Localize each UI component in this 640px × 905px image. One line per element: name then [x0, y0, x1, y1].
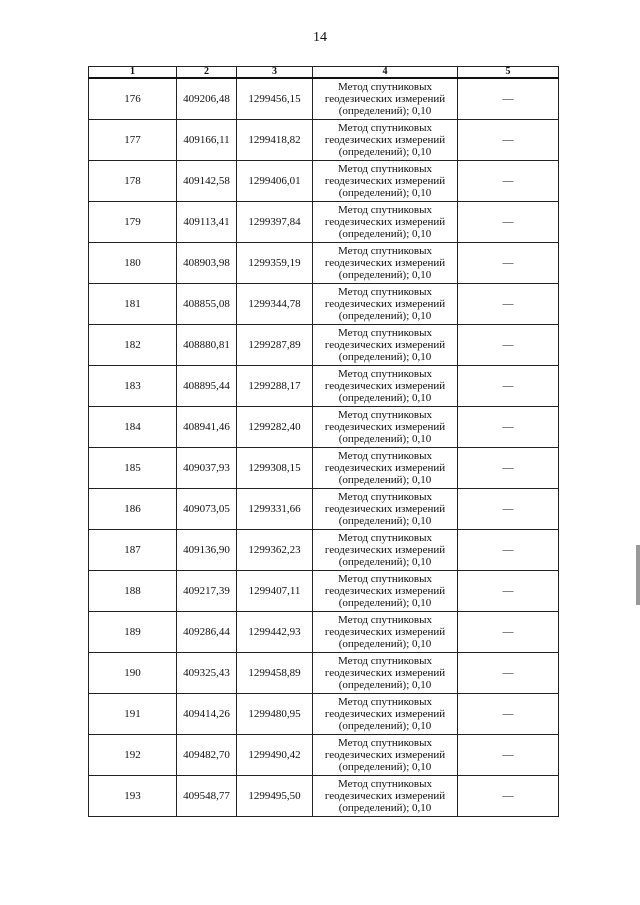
method-line: (определений); 0,10	[338, 597, 432, 609]
method-line: Метод спутниковых	[338, 532, 432, 544]
method-line: (определений); 0,10	[338, 351, 432, 363]
y-coordinate-cell: 1299495,50	[237, 776, 313, 817]
method-cell	[313, 243, 458, 284]
method-line: (определений); 0,10	[338, 228, 432, 240]
method-line: Метод спутниковых	[338, 327, 432, 339]
header-col-2: 2	[177, 67, 237, 79]
point-number-cell: 180	[89, 243, 177, 284]
method-line: (определений); 0,10	[338, 515, 432, 527]
point-number-cell: 188	[89, 571, 177, 612]
method-line: Метод спутниковых	[338, 778, 432, 790]
point-number-cell: 191	[89, 694, 177, 735]
x-coordinate-cell: 409325,43	[177, 653, 237, 694]
method-cell	[313, 202, 458, 243]
method-line: (определений); 0,10	[338, 310, 432, 322]
y-coordinate-cell: 1299344,78	[237, 284, 313, 325]
note-cell: —	[458, 202, 559, 243]
method-cell	[313, 612, 458, 653]
table-row	[89, 325, 559, 366]
note-cell: —	[458, 735, 559, 776]
point-number-cell: 192	[89, 735, 177, 776]
x-coordinate-cell: 408880,81	[177, 325, 237, 366]
method-line: Метод спутниковых	[338, 245, 432, 257]
method-cell	[313, 325, 458, 366]
method-line: Метод спутниковых	[338, 655, 432, 667]
method-line: Метод спутниковых	[338, 573, 432, 585]
x-coordinate-cell: 409037,93	[177, 448, 237, 489]
x-coordinate-cell: 408903,98	[177, 243, 237, 284]
method-cell	[313, 284, 458, 325]
table-row	[89, 735, 559, 776]
method-cell	[313, 161, 458, 202]
method-line: геодезических измерений	[324, 298, 446, 310]
note-cell: —	[458, 448, 559, 489]
method-line: геодезических измерений	[324, 708, 446, 720]
table-row	[89, 448, 559, 489]
x-coordinate-cell: 409166,11	[177, 120, 237, 161]
point-number-cell: 193	[89, 776, 177, 817]
method-line: (определений); 0,10	[338, 720, 432, 732]
method-cell	[313, 735, 458, 776]
table-header	[89, 67, 559, 79]
table-row	[89, 530, 559, 571]
y-coordinate-cell: 1299406,01	[237, 161, 313, 202]
header-col-4: 4	[313, 67, 458, 79]
method-line: геодезических измерений	[324, 134, 446, 146]
point-number-cell: 190	[89, 653, 177, 694]
table-row	[89, 120, 559, 161]
point-number-cell: 189	[89, 612, 177, 653]
method-line: (определений); 0,10	[338, 105, 432, 117]
method-line: геодезических измерений	[324, 380, 446, 392]
header-col-1: 1	[89, 67, 177, 79]
note-cell: —	[458, 366, 559, 407]
y-coordinate-cell: 1299490,42	[237, 735, 313, 776]
note-cell: —	[458, 653, 559, 694]
table-row	[89, 653, 559, 694]
x-coordinate-cell: 409217,39	[177, 571, 237, 612]
table-body	[89, 78, 559, 817]
note-cell: —	[458, 325, 559, 366]
method-line: Метод спутниковых	[338, 122, 432, 134]
page-number: 14	[313, 30, 327, 45]
method-cell	[313, 407, 458, 448]
y-coordinate-cell: 1299282,40	[237, 407, 313, 448]
note-cell: —	[458, 694, 559, 735]
x-coordinate-cell: 409286,44	[177, 612, 237, 653]
y-coordinate-cell: 1299362,23	[237, 530, 313, 571]
method-line: геодезических измерений	[324, 544, 446, 556]
y-coordinate-cell: 1299331,66	[237, 489, 313, 530]
method-line: (определений); 0,10	[338, 761, 432, 773]
method-line: геодезических измерений	[324, 93, 446, 105]
x-coordinate-cell: 409073,05	[177, 489, 237, 530]
method-line: Метод спутниковых	[338, 409, 432, 421]
method-line: Метод спутниковых	[338, 450, 432, 462]
x-coordinate-cell: 409414,26	[177, 694, 237, 735]
x-coordinate-cell: 408941,46	[177, 407, 237, 448]
method-line: геодезических измерений	[324, 257, 446, 269]
y-coordinate-cell: 1299287,89	[237, 325, 313, 366]
method-line: Метод спутниковых	[338, 491, 432, 503]
note-cell: —	[458, 776, 559, 817]
method-cell	[313, 78, 458, 120]
table-row	[89, 243, 559, 284]
method-cell	[313, 571, 458, 612]
table-row	[89, 694, 559, 735]
method-cell	[313, 776, 458, 817]
table-row	[89, 202, 559, 243]
point-number-cell: 179	[89, 202, 177, 243]
method-line: (определений); 0,10	[338, 638, 432, 650]
x-coordinate-cell: 409142,58	[177, 161, 237, 202]
point-number-cell: 186	[89, 489, 177, 530]
method-line: Метод спутниковых	[338, 614, 432, 626]
method-line: (определений); 0,10	[338, 269, 432, 281]
method-line: (определений); 0,10	[338, 556, 432, 568]
point-number-cell: 177	[89, 120, 177, 161]
note-cell: —	[458, 489, 559, 530]
y-coordinate-cell: 1299359,19	[237, 243, 313, 284]
method-cell	[313, 530, 458, 571]
method-line: (определений); 0,10	[338, 433, 432, 445]
point-number-cell: 181	[89, 284, 177, 325]
method-line: (определений); 0,10	[338, 802, 432, 814]
table-row	[89, 161, 559, 202]
method-line: Метод спутниковых	[338, 81, 432, 93]
y-coordinate-cell: 1299407,11	[237, 571, 313, 612]
method-line: Метод спутниковых	[338, 696, 432, 708]
method-cell	[313, 653, 458, 694]
note-cell: —	[458, 612, 559, 653]
y-coordinate-cell: 1299480,95	[237, 694, 313, 735]
x-coordinate-cell: 409206,48	[177, 78, 237, 120]
y-coordinate-cell: 1299418,82	[237, 120, 313, 161]
y-coordinate-cell: 1299288,17	[237, 366, 313, 407]
x-coordinate-cell: 409548,77	[177, 776, 237, 817]
x-coordinate-cell: 408855,08	[177, 284, 237, 325]
note-cell: —	[458, 284, 559, 325]
x-coordinate-cell: 409113,41	[177, 202, 237, 243]
method-line: геодезических измерений	[324, 175, 446, 187]
method-line: геодезических измерений	[324, 421, 446, 433]
table-row	[89, 407, 559, 448]
method-line: Метод спутниковых	[338, 286, 432, 298]
note-cell: —	[458, 571, 559, 612]
method-cell	[313, 448, 458, 489]
note-cell: —	[458, 243, 559, 284]
x-coordinate-cell: 409136,90	[177, 530, 237, 571]
x-coordinate-cell: 408895,44	[177, 366, 237, 407]
method-line: Метод спутниковых	[338, 368, 432, 380]
coordinates-table	[88, 66, 559, 817]
method-line: геодезических измерений	[324, 462, 446, 474]
header-col-3: 3	[237, 67, 313, 79]
method-line: (определений); 0,10	[338, 146, 432, 158]
header-col-5: 5	[458, 67, 559, 79]
method-line: геодезических измерений	[324, 749, 446, 761]
method-line: Метод спутниковых	[338, 204, 432, 216]
table-row	[89, 776, 559, 817]
note-cell: —	[458, 407, 559, 448]
method-cell	[313, 489, 458, 530]
method-cell	[313, 694, 458, 735]
y-coordinate-cell: 1299397,84	[237, 202, 313, 243]
method-line: (определений); 0,10	[338, 679, 432, 691]
method-line: Метод спутниковых	[338, 163, 432, 175]
table-row	[89, 489, 559, 530]
table-row	[89, 612, 559, 653]
y-coordinate-cell: 1299458,89	[237, 653, 313, 694]
method-line: геодезических измерений	[324, 790, 446, 802]
y-coordinate-cell: 1299308,15	[237, 448, 313, 489]
method-cell	[313, 120, 458, 161]
method-line: геодезических измерений	[324, 667, 446, 679]
table-row	[89, 571, 559, 612]
note-cell: —	[458, 78, 559, 120]
method-line: Метод спутниковых	[338, 737, 432, 749]
method-line: геодезических измерений	[324, 339, 446, 351]
method-line: геодезических измерений	[324, 585, 446, 597]
point-number-cell: 187	[89, 530, 177, 571]
method-cell	[313, 366, 458, 407]
point-number-cell: 178	[89, 161, 177, 202]
point-number-cell: 176	[89, 78, 177, 120]
header-row	[89, 67, 559, 79]
method-line: геодезических измерений	[324, 216, 446, 228]
note-cell: —	[458, 120, 559, 161]
note-cell: —	[458, 530, 559, 571]
point-number-cell: 185	[89, 448, 177, 489]
method-line: (определений); 0,10	[338, 187, 432, 199]
table-row	[89, 78, 559, 120]
method-line: геодезических измерений	[324, 626, 446, 638]
method-line: (определений); 0,10	[338, 474, 432, 486]
method-line: геодезических измерений	[324, 503, 446, 515]
table-row	[89, 366, 559, 407]
method-line: (определений); 0,10	[338, 392, 432, 404]
y-coordinate-cell: 1299442,93	[237, 612, 313, 653]
page-edge-mark	[636, 545, 640, 605]
table-row	[89, 284, 559, 325]
point-number-cell: 182	[89, 325, 177, 366]
point-number-cell: 183	[89, 366, 177, 407]
point-number-cell: 184	[89, 407, 177, 448]
y-coordinate-cell: 1299456,15	[237, 78, 313, 120]
x-coordinate-cell: 409482,70	[177, 735, 237, 776]
note-cell: —	[458, 161, 559, 202]
